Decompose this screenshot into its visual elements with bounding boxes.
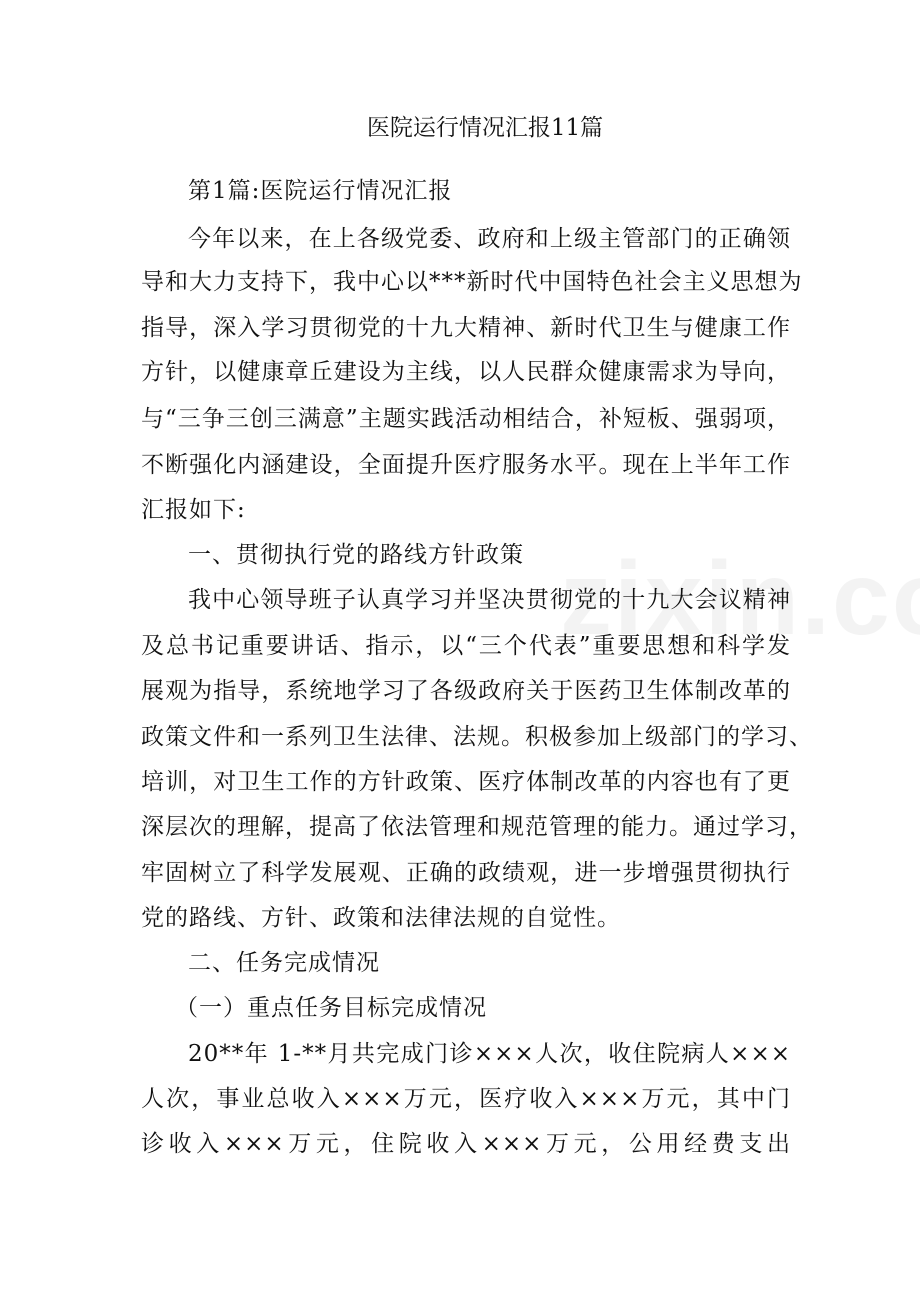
document-title: 医院运行情况汇报11篇 bbox=[366, 115, 604, 141]
paragraph-line: 党的路线、方针、政策和法律法规的自觉性。 bbox=[141, 905, 621, 931]
paragraph-line: 汇报如下: bbox=[141, 497, 246, 523]
paragraph-line: 牢固树立了科学发展观、正确的政绩观，进一步增强贯彻执行 bbox=[141, 860, 791, 886]
paragraph-line: 不断强化内涵建设，全面提升医疗服务水平。现在上半年工作 bbox=[141, 452, 791, 478]
paragraph-line: 政策文件和一系列卫生法律、法规。积极参加上级部门的学习、 bbox=[141, 724, 813, 750]
subsection-heading: （一）重点任务目标完成情况 bbox=[175, 995, 487, 1021]
paragraph-line: 指导，深入学习贯彻党的十九大精神、新时代卫生与健康工作 bbox=[141, 315, 791, 341]
paragraph-line: 20**年 1-**月共完成门诊×××人次，收住院病人××× bbox=[188, 1041, 791, 1067]
paragraph-line: 导和大力支持下，我中心以***新时代中国特色社会主义思想为 bbox=[141, 269, 803, 295]
paragraph-line: 深层次的理解，提高了依法管理和规范管理的能力。通过学习， bbox=[141, 814, 813, 840]
paragraph-line: 人次，事业总收入×××万元，医疗收入×××万元，其中门 bbox=[141, 1086, 791, 1112]
paragraph-line: 我中心领导班子认真学习并坚决贯彻党的十九大会议精神 bbox=[188, 587, 791, 613]
paragraph-line: 展观为指导，系统地学习了各级政府关于医药卫生体制改革的 bbox=[141, 678, 791, 704]
paragraph-line: 诊收入×××万元，住院收入×××万元，公用经费支出 bbox=[141, 1131, 791, 1157]
paragraph-line: 培训，对卫生工作的方针政策、医疗体制改革的内容也有了更 bbox=[141, 769, 791, 795]
section-heading: 一、贯彻执行党的路线方针政策 bbox=[188, 542, 524, 568]
paragraph-line: 及总书记重要讲话、指示，以“三个代表”重要思想和科学发 bbox=[141, 633, 791, 659]
paragraph-line: 方针，以健康章丘建设为主线，以人民群众健康需求为导向， bbox=[141, 359, 791, 385]
paragraph-line: 与“三争三创三满意”主题实践活动相结合，补短板、强弱项， bbox=[141, 406, 791, 432]
paragraph-line: 今年以来，在上各级党委、政府和上级主管部门的正确领 bbox=[188, 226, 791, 252]
section-title: 第1篇:医院运行情况汇报 bbox=[188, 178, 453, 204]
section-heading: 二、任务完成情况 bbox=[188, 950, 380, 976]
